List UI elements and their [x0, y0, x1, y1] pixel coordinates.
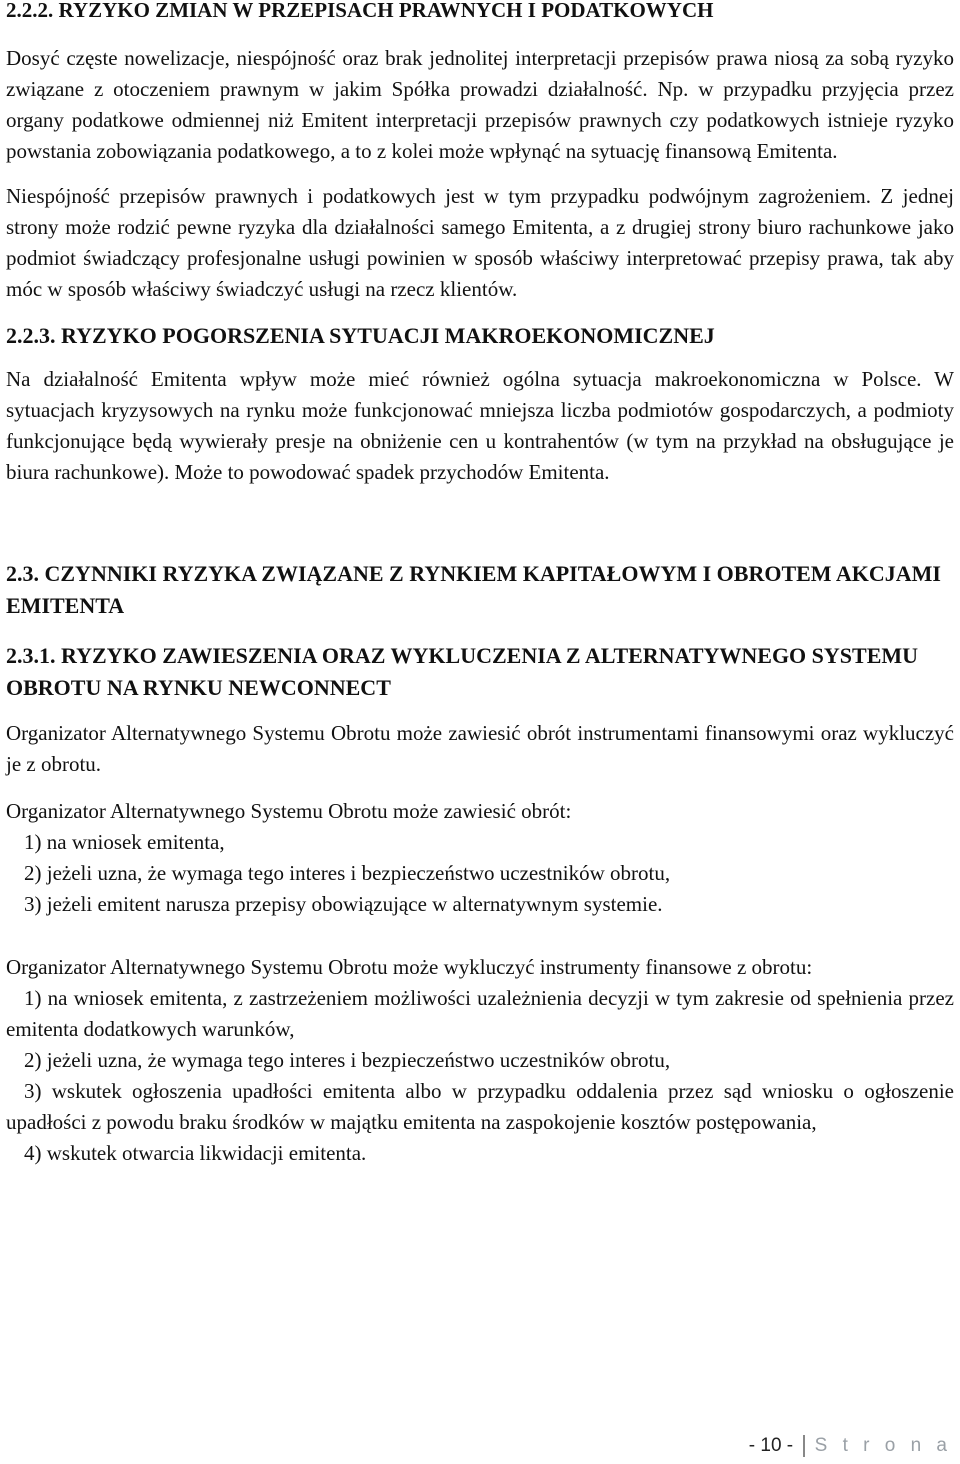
paragraph: Dosyć częste nowelizacje, niespójność oraz brak jednolitej interpretacji przepisów prawa niosą za sobą ryzyko związane z otoczeniem prawnym w jakim Spółka prowadzi działalność. Np. w przypadku przyjęcia przez organy podatkowe odmiennej niż Emitent interpretacji przepisów prawnych czy podatkowych istnieje ryzyko powstania zobowiązania podatkowego, a to z kolei może wpłynąć na sytuację finansową Emitenta. [6, 46, 954, 163]
list-item: 4) wskutek otwarcia likwidacji emitenta. [24, 1141, 367, 1165]
heading-2-2-3: 2.2.3. RYZYKO POGORSZENIA SYTUACJI MAKROEKONOMICZNEJ [6, 323, 715, 348]
document-page [6, 0, 954, 1169]
list-item: 3) wskutek ogłoszenia upadłości emitenta albo w przypadku oddalenia przez sąd wniosku o ogłoszenie upadłości z powodu braku środków w majątku emitenta na zaspokojenie kosztów postępowania, [6, 1079, 954, 1134]
page-label: S t r o n a [814, 1435, 952, 1456]
list-item: 1) na wniosek emitenta, z zastrzeżeniem możliwości uzależnienia decyzji w tym zakresie od spełnienia przez emitenta dodatkowych warunków, [6, 986, 954, 1041]
footer-divider [803, 1435, 805, 1457]
list-item: 3) jeżeli emitent narusza przepisy obowiązujące w alternatywnym systemie. [24, 892, 663, 916]
list-item: 2) jeżeli uzna, że wymaga tego interes i bezpieczeństwo uczestników obrotu, [24, 1048, 671, 1072]
page-footer [749, 1435, 952, 1457]
list-item: 1) na wniosek emitenta, [24, 830, 225, 854]
paragraph: Niespójność przepisów prawnych i podatkowych jest w tym przypadku podwójnym zagrożeniem. Z jednej strony może rodzić pewne ryzyka dla działalności samego Emitenta, a z drugiej strony biuro rachunkowe jako podmiot świadczący profesjonalne usługi powinien w sposób właściwy interpretować przepisy prawa, tak aby móc w sposób właściwy świadczyć usługi na rzecz klientów. [6, 184, 954, 301]
exclusion-list [6, 983, 954, 1169]
paragraph: Organizator Alternatywnego Systemu Obrotu może wykluczyć instrumenty finansowe z obrotu: [6, 955, 813, 979]
suspension-list [6, 827, 954, 920]
page-number: - 10 - [748, 1435, 794, 1456]
heading-2-3-1: 2.3.1. RYZYKO ZAWIESZENIA ORAZ WYKLUCZENIA Z ALTERNATYWNEGO SYSTEMU OBROTU NA RYNKU NEWCONNECT [6, 643, 919, 700]
paragraph: Na działalność Emitenta wpływ może mieć również ogólna sytuacja makroekonomiczna w Polsce. W sytuacjach kryzysowych na rynku może funkcjonować mniejsza liczba podmiotów gospodarczych, a podmioty funkcjonujące będą wywierały presje na obniżenie cen u kontrahentów (w tym na przykład na obsługujące je biura rachunkowe). Może to powodować spadek przychodów Emitenta. [6, 367, 954, 484]
paragraph: Organizator Alternatywnego Systemu Obrotu może zawiesić obrót: [6, 799, 572, 823]
heading-2-2-2: 2.2.2. RYZYKO ZMIAN W PRZEPISACH PRAWNYCH I PODATKOWYCH [6, 0, 714, 22]
paragraph: Organizator Alternatywnego Systemu Obrotu może zawiesić obrót instrumentami finansowymi oraz wykluczyć je z obrotu. [6, 721, 954, 776]
list-item: 2) jeżeli uzna, że wymaga tego interes i bezpieczeństwo uczestników obrotu, [24, 861, 671, 885]
heading-2-3: 2.3. CZYNNIKI RYZYKA ZWIĄZANE Z RYNKIEM KAPITAŁOWYM I OBROTEM AKCJAMI EMITENTA [6, 561, 941, 618]
